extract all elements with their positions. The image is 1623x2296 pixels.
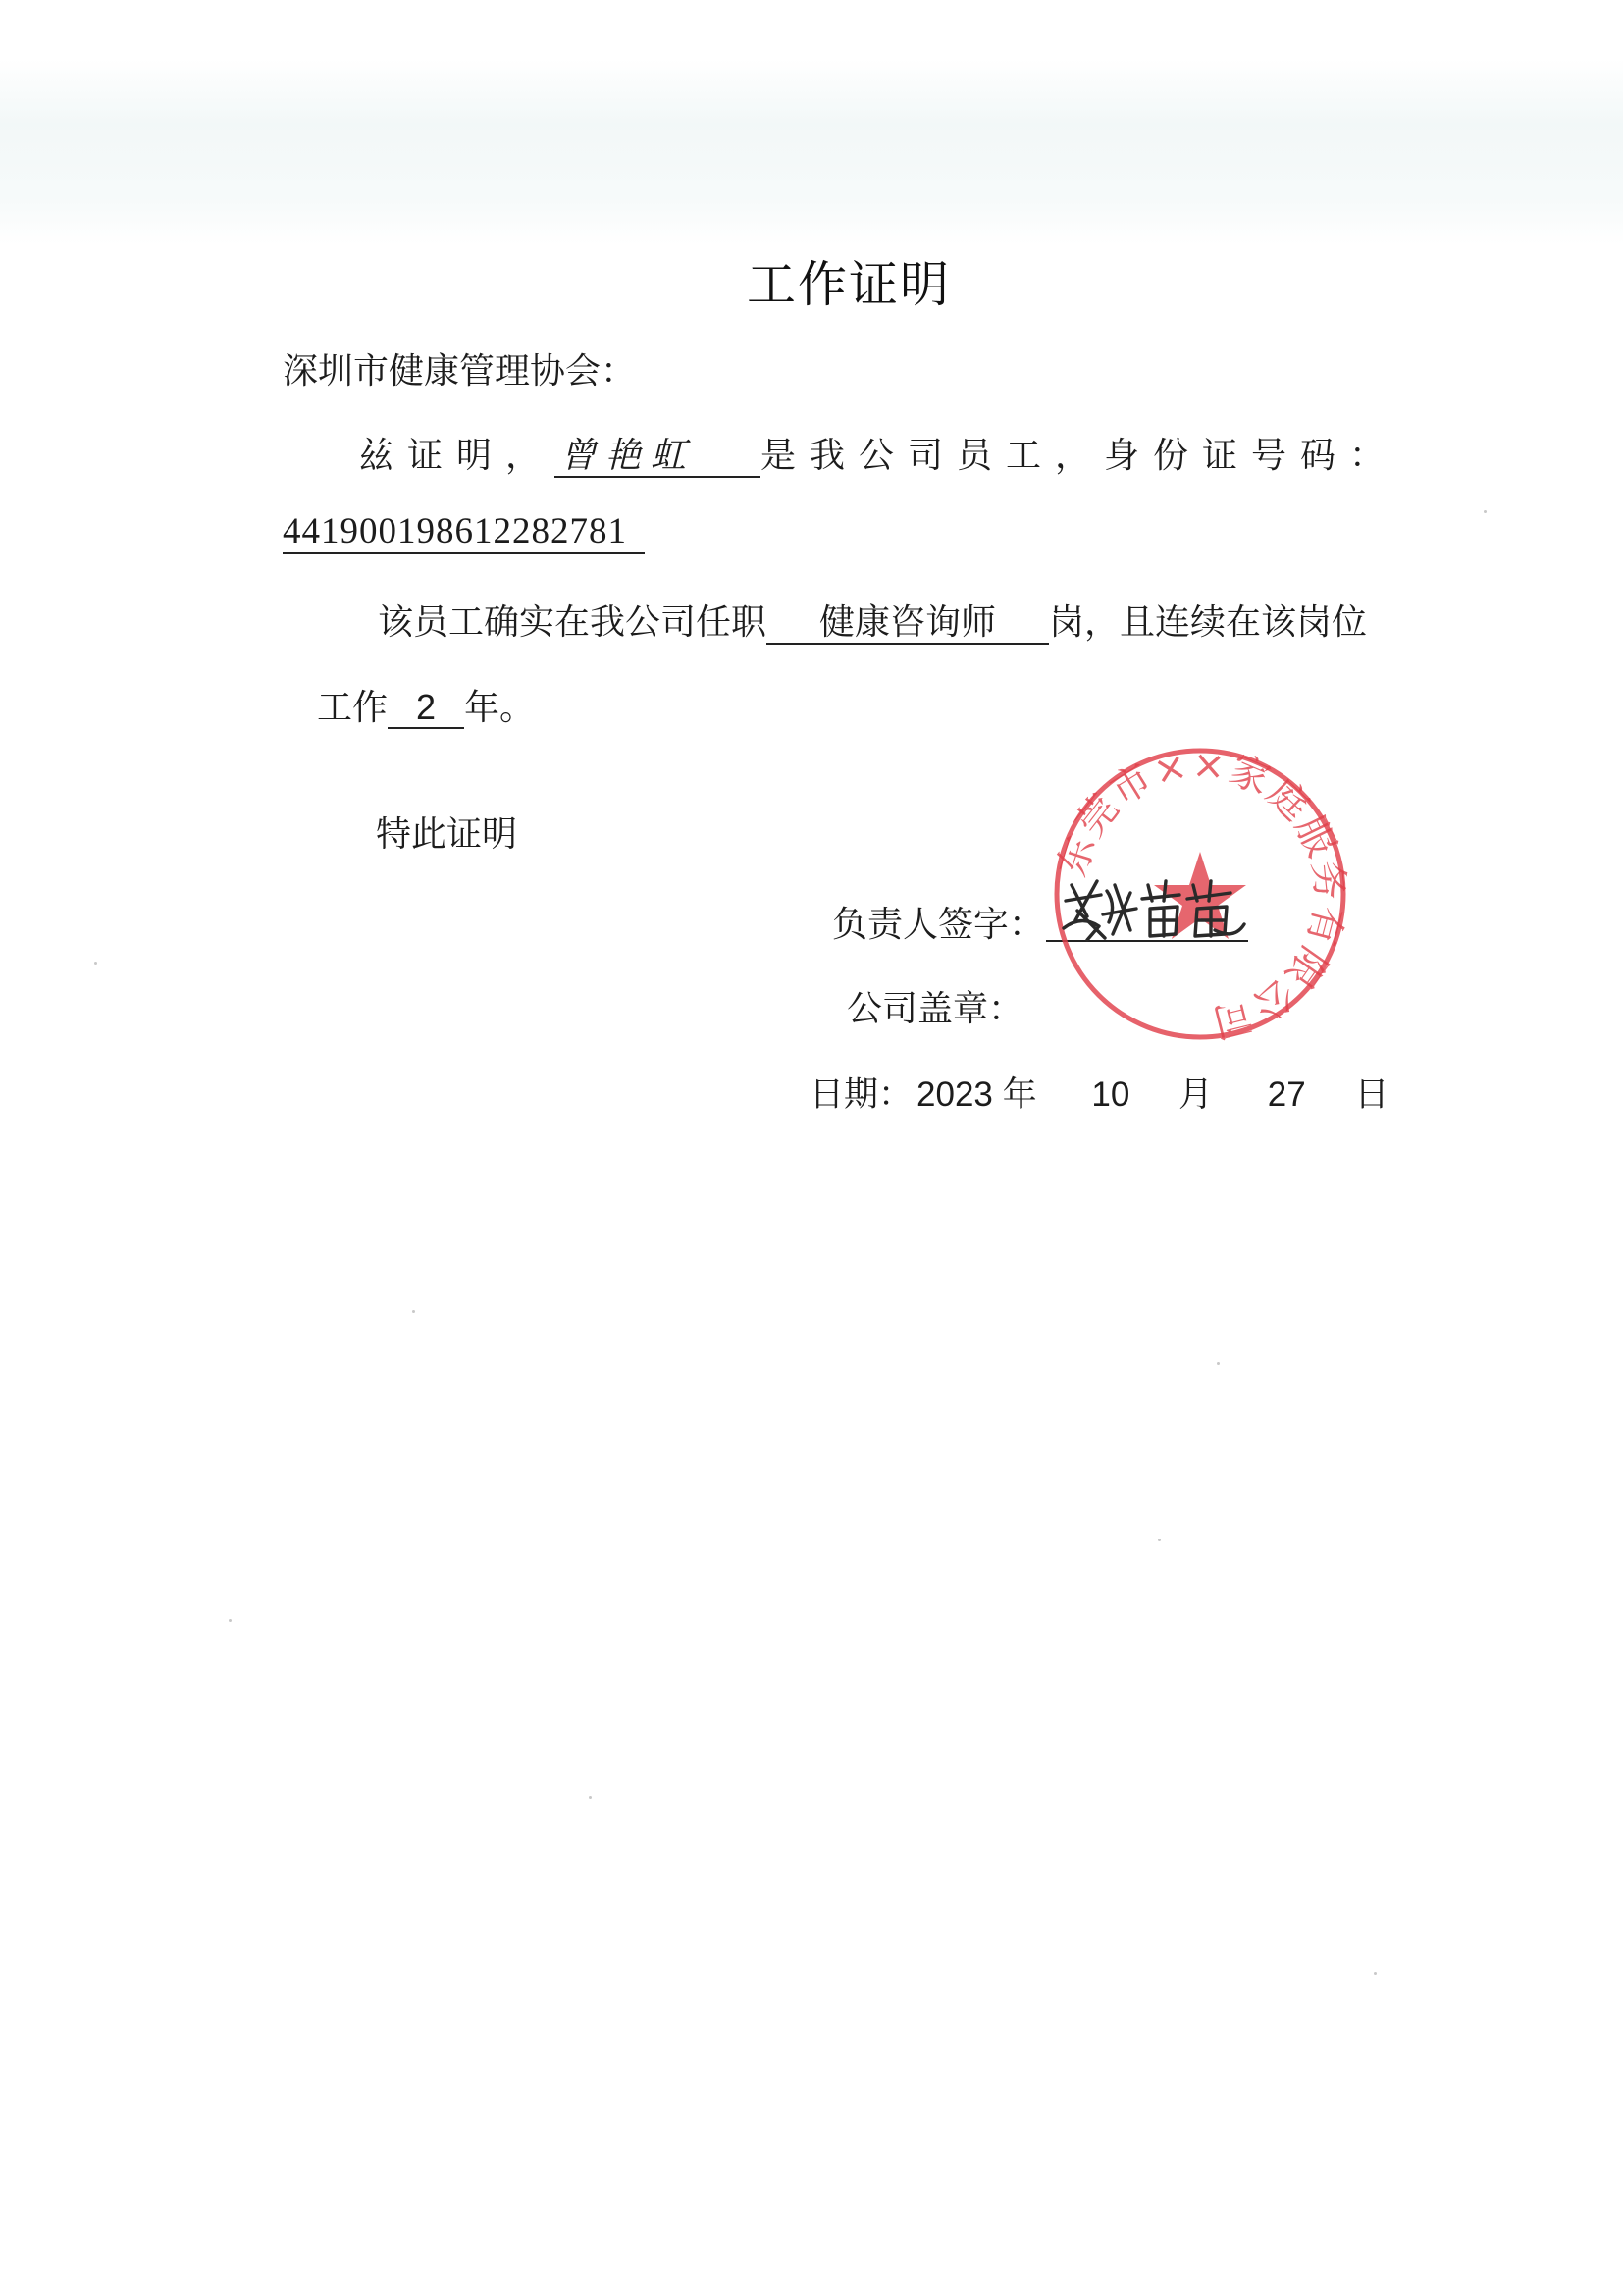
years-line: [317, 680, 535, 730]
years-prefix: 工作: [317, 688, 389, 728]
date-day-unit: 日: [1354, 1075, 1389, 1114]
handwritten-signature: [1058, 871, 1254, 950]
years-value: 2: [388, 687, 464, 729]
date-month-unit: 月: [1178, 1075, 1214, 1114]
date-day: 27: [1267, 1075, 1306, 1114]
date-year: 2023: [916, 1075, 993, 1114]
scan-speck: [1374, 1972, 1377, 1975]
date-year-unit: 年: [1002, 1075, 1037, 1114]
closing-statement: 特此证明: [376, 814, 518, 855]
scan-speck: [589, 1796, 592, 1799]
scan-speck: [1217, 1362, 1220, 1365]
seal-arc-text: 东莞市××家庭服务有限公司: [1049, 742, 1352, 1046]
date-month: 10: [1091, 1075, 1130, 1114]
scan-speck: [229, 1619, 232, 1622]
position-prefix: 该员工确实在我公司任职: [378, 602, 767, 643]
scan-background-band: [0, 59, 1623, 245]
position-title: 健康咨询师: [766, 602, 1049, 645]
date-label: 日期：: [810, 1075, 914, 1114]
years-suffix: 年。: [464, 688, 536, 728]
scan-speck: [1484, 510, 1487, 513]
scan-speck: [412, 1310, 415, 1313]
employee-name: 曾艳虹: [554, 436, 760, 478]
signature-label: 负责人签字：: [832, 905, 1045, 945]
intro-suffix: 是我公司员工，身份证号码：: [759, 436, 1398, 476]
id-number: 441900198612282781: [283, 510, 645, 554]
position-line: [378, 595, 1367, 645]
seal-label: 公司盖章：: [847, 989, 1024, 1029]
scan-speck: [1158, 1539, 1161, 1541]
page-title: 工作证明: [747, 256, 951, 313]
addressee: 深圳市健康管理协会：: [283, 351, 637, 391]
position-suffix: 岗，且连续在该岗位: [1049, 602, 1368, 643]
date-line: [810, 1068, 1388, 1117]
intro-line: [358, 428, 1398, 478]
intro-prefix: 兹证明，: [358, 436, 555, 476]
scan-speck: [94, 962, 97, 965]
